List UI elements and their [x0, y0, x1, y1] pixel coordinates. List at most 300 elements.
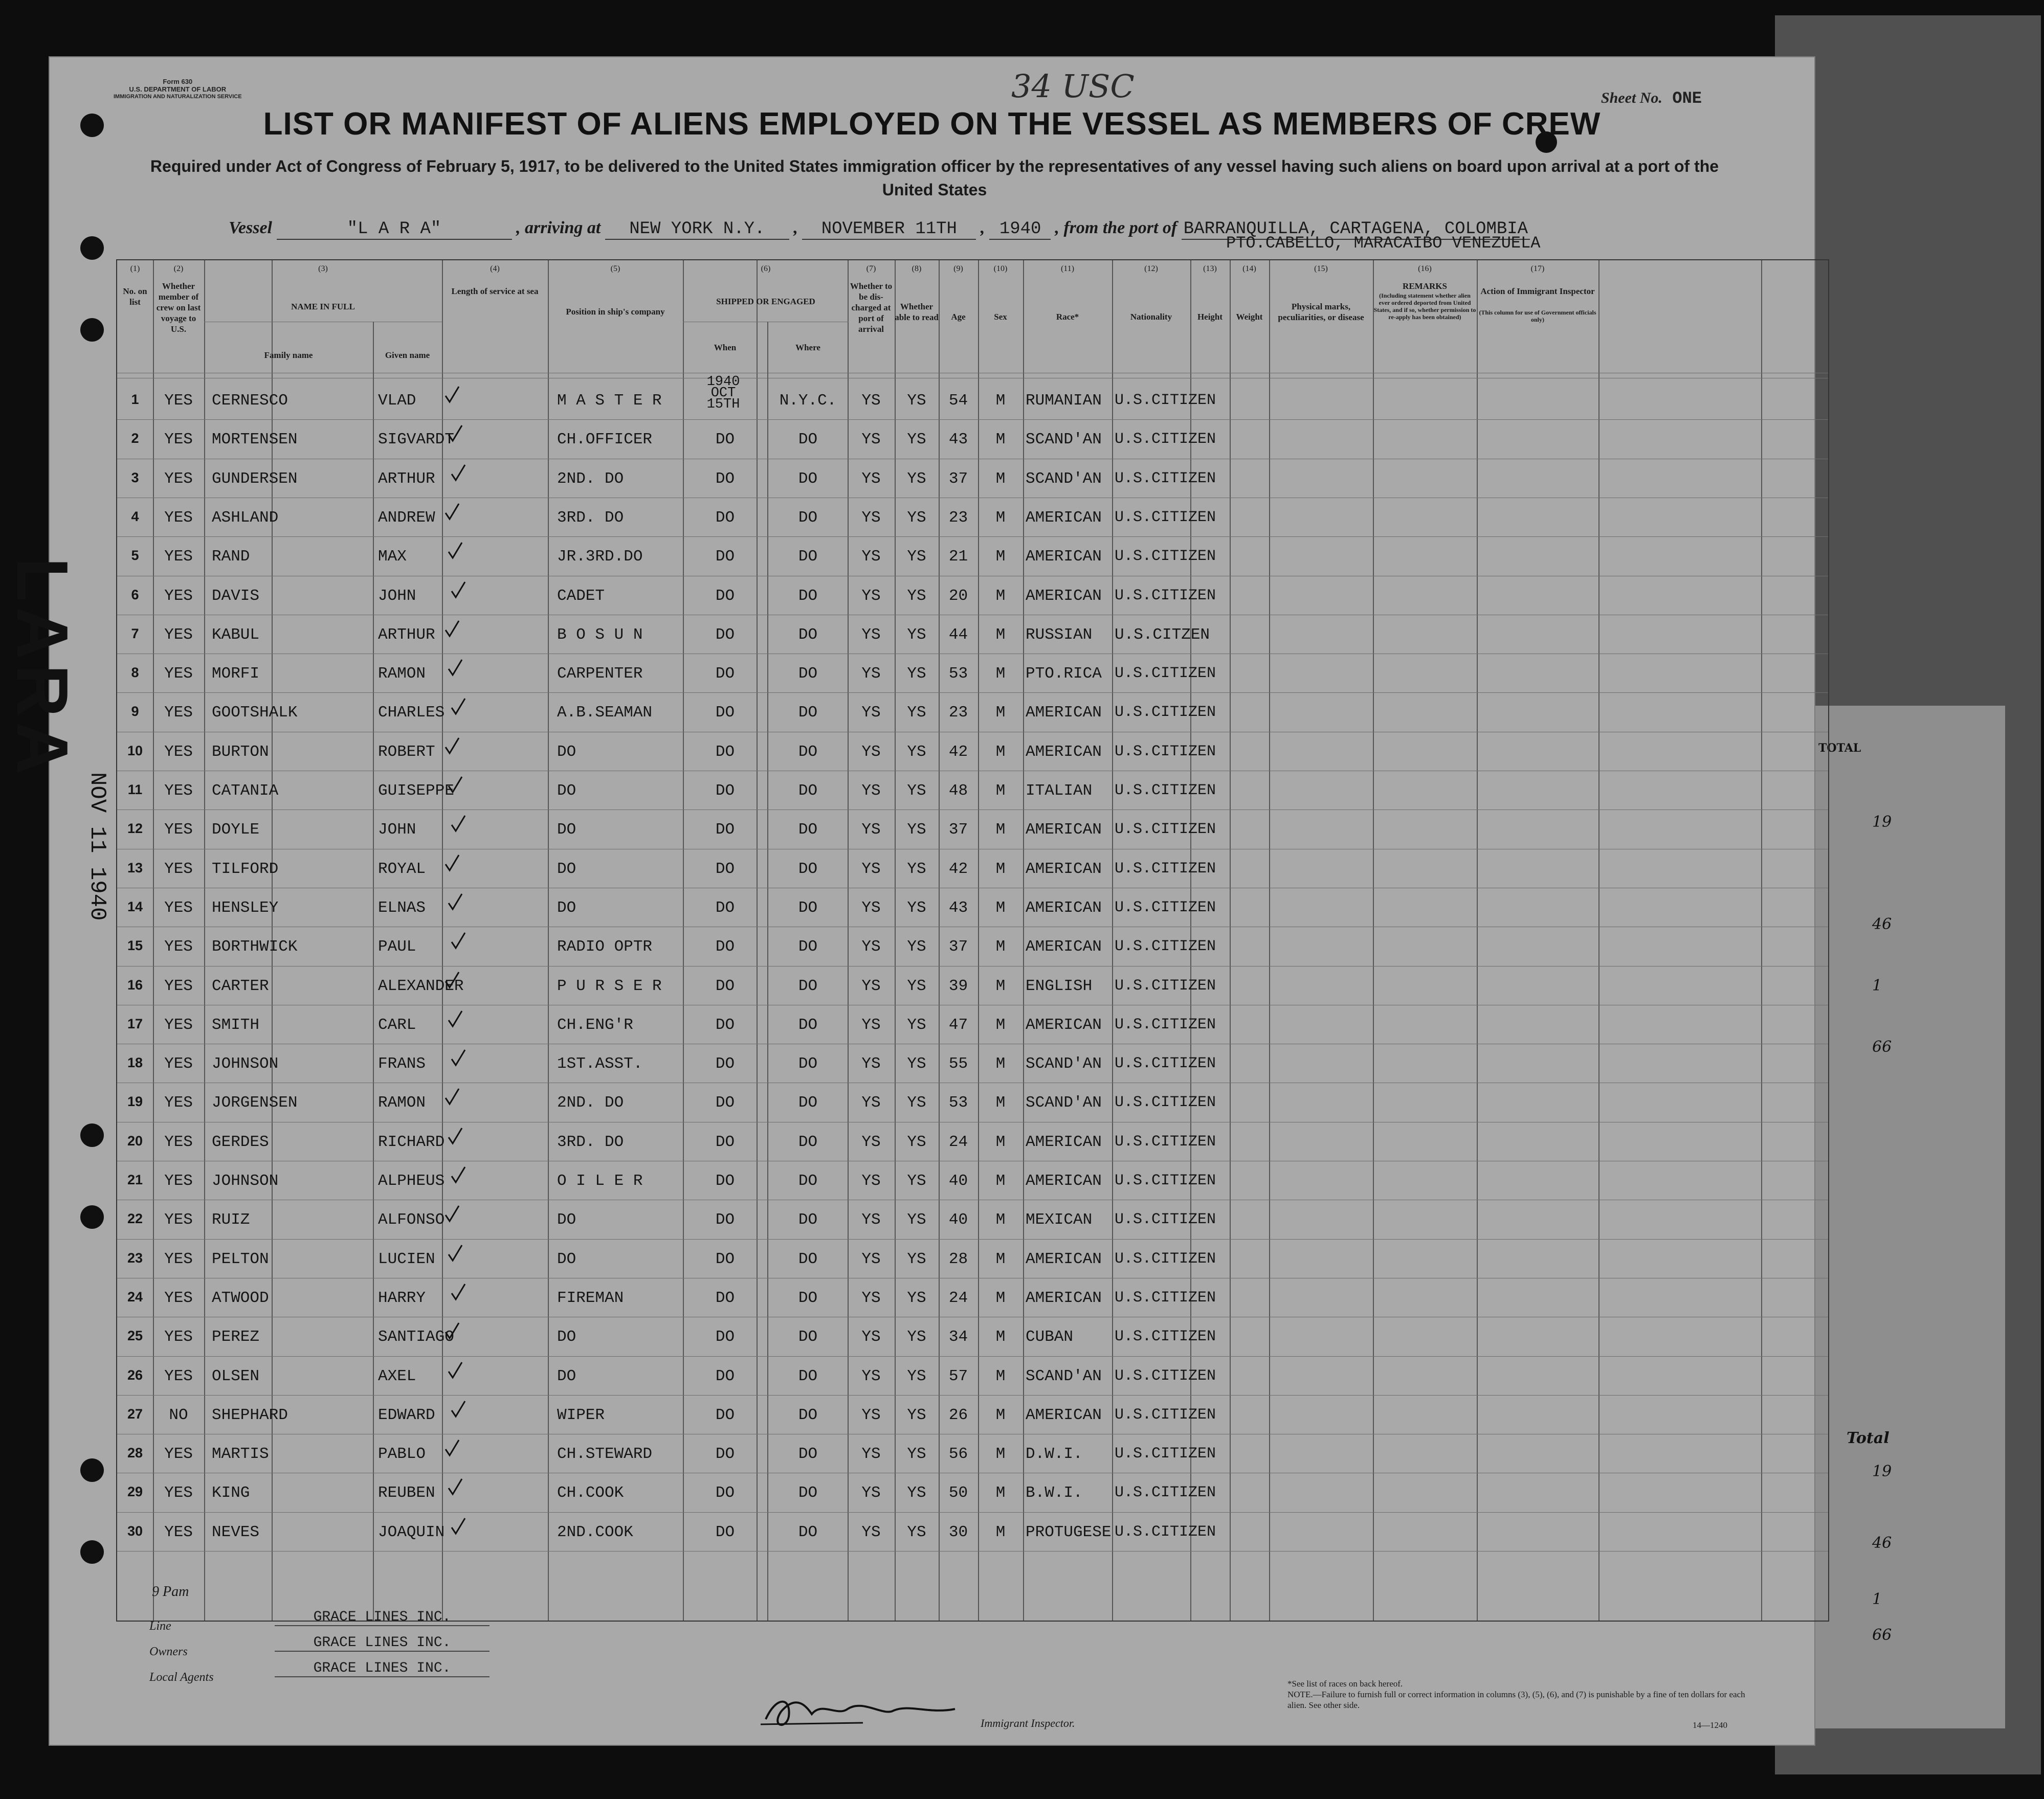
form-number: Form 630: [163, 78, 193, 85]
cell-able-to-read: YS: [907, 938, 926, 956]
vessel-label: Vessel: [229, 218, 272, 237]
table-row: [117, 1395, 1828, 1396]
table-row: [117, 536, 1828, 537]
cell-shipped-where: DO: [798, 782, 818, 800]
cell-member: YES: [164, 1445, 193, 1464]
cell-nationality: U.S.CITIZEN: [1115, 860, 1216, 878]
cell-no: 25: [127, 1328, 143, 1344]
cell-able-to-read: YS: [907, 704, 926, 722]
cell-no: 1: [131, 392, 139, 407]
cell-age: 44: [948, 625, 968, 644]
cell-family-name: MORFI: [212, 665, 260, 683]
cell-family-name: ASHLAND: [212, 508, 279, 527]
header-height: Height: [1197, 312, 1223, 322]
cell-given-name: AXEL: [378, 1367, 416, 1385]
sheet-label: Sheet No.: [1601, 89, 1662, 106]
cell-age: 56: [948, 1445, 968, 1464]
cell-sex: M: [995, 508, 1006, 527]
agents-value: GRACE LINES INC.: [275, 1660, 490, 1677]
cell-shipped-when: DO: [715, 1406, 735, 1424]
cell-given-name: ARTHUR: [378, 625, 435, 644]
cell-sex: M: [995, 898, 1006, 917]
check-mark-icon: [445, 971, 460, 990]
cell-sex: M: [995, 431, 1006, 449]
cell-shipped-when: DO: [715, 821, 735, 839]
cell-sex: M: [995, 1250, 1006, 1268]
cell-family-name: JORGENSEN: [212, 1094, 298, 1112]
cell-nationality: U.S.CITIZEN: [1115, 1133, 1216, 1151]
cell-shipped-where: DO: [798, 548, 818, 566]
cell-discharged: YS: [861, 782, 881, 800]
cell-family-name: CARTER: [212, 977, 269, 995]
cell-position: O I L E R: [557, 1172, 643, 1190]
column-divider: [1477, 260, 1478, 1621]
vessel-stamp: LARA: [2, 557, 83, 780]
header-no-on-list: No. on list: [123, 286, 147, 307]
cell-sex: M: [995, 977, 1006, 995]
header-family-name: Family name: [264, 350, 313, 360]
column-divider: [1761, 260, 1762, 1621]
cell-race: AMERICAN: [1026, 743, 1102, 761]
cell-race: AMERICAN: [1026, 1250, 1102, 1268]
cell-shipped-where: DO: [798, 625, 818, 644]
cell-race: MEXICAN: [1026, 1211, 1093, 1229]
cell-discharged: YS: [861, 938, 881, 956]
tally-1: 19: [1872, 813, 1892, 831]
cell-member: YES: [164, 1094, 193, 1112]
header-weight: Weight: [1236, 312, 1263, 322]
from-label: , from the port of: [1055, 218, 1177, 237]
cell-race: AMERICAN: [1026, 1406, 1102, 1424]
binder-hole: [80, 236, 104, 260]
cell-member: YES: [164, 821, 193, 839]
cell-shipped-where: DO: [798, 1484, 818, 1502]
check-mark-icon: [451, 581, 466, 599]
cell-shipped-where: DO: [798, 821, 818, 839]
cell-position: 2ND. DO: [557, 469, 624, 488]
cell-no: 26: [127, 1367, 143, 1383]
column-number: (15): [1314, 264, 1328, 273]
cell-family-name: KING: [212, 1484, 250, 1502]
cell-shipped-when: DO: [715, 1250, 735, 1268]
cell-nationality: U.S.CITZEN: [1115, 625, 1210, 644]
cell-race: SCAND'AN: [1026, 469, 1102, 488]
cell-race: RUSSIAN: [1026, 625, 1093, 644]
cell-nationality: U.S.CITIZEN: [1115, 508, 1216, 526]
cell-given-name: EDWARD: [378, 1406, 435, 1424]
cell-race: AMERICAN: [1026, 1133, 1102, 1151]
cell-sex: M: [995, 625, 1006, 644]
cell-race: AMERICAN: [1026, 1016, 1102, 1034]
cell-family-name: OLSEN: [212, 1367, 260, 1385]
cell-nationality: U.S.CITIZEN: [1115, 469, 1216, 487]
cell-age: 48: [948, 782, 968, 800]
cell-sex: M: [995, 782, 1006, 800]
cell-shipped-where: DO: [798, 431, 818, 449]
cell-family-name: CATANIA: [212, 782, 279, 800]
cell-race: AMERICAN: [1026, 508, 1102, 527]
cell-position: DO: [557, 743, 576, 761]
cell-shipped-where: DO: [798, 743, 818, 761]
inspector-signature: [761, 1691, 965, 1732]
header-discharged: Whether to be dis-charged at port of arrival: [850, 281, 893, 334]
cell-discharged: YS: [861, 1094, 881, 1112]
cell-member: YES: [164, 1328, 193, 1346]
races-note: *See list of races on back hereof.: [1287, 1679, 1403, 1689]
cell-race: D.W.I.: [1026, 1445, 1083, 1464]
cell-given-name: HARRY: [378, 1289, 426, 1307]
cell-age: 21: [948, 548, 968, 566]
penalty-note: NOTE.—Failure to furnish full or correct information in columns (3), (5), (6), and (7) is punishable by a fine of ten dollars for each alien. See other side.: [1287, 1690, 1745, 1710]
cell-able-to-read: YS: [907, 743, 926, 761]
cell-given-name: JOHN: [378, 587, 416, 605]
cell-no: 4: [131, 508, 139, 524]
cell-nationality: U.S.CITIZEN: [1115, 743, 1216, 760]
cell-age: 53: [948, 665, 968, 683]
vessel-name: "L A R A": [277, 219, 512, 240]
cell-member: YES: [164, 1016, 193, 1034]
cell-no: 27: [127, 1406, 143, 1422]
cell-nationality: U.S.CITIZEN: [1115, 1367, 1216, 1385]
column-divider: [1269, 260, 1270, 1621]
cell-race: AMERICAN: [1026, 821, 1102, 839]
cell-position: DO: [557, 782, 576, 800]
cell-family-name: GUNDERSEN: [212, 469, 298, 488]
cell-no: 10: [127, 743, 143, 758]
cell-discharged: YS: [861, 469, 881, 488]
cell-member: YES: [164, 1484, 193, 1502]
cell-member: YES: [164, 665, 193, 683]
cell-age: 53: [948, 1094, 968, 1112]
cell-sex: M: [995, 1289, 1006, 1307]
cell-shipped-when: DO: [715, 782, 735, 800]
check-mark-icon: [448, 1127, 463, 1145]
cell-able-to-read: YS: [907, 898, 926, 917]
cell-age: 39: [948, 977, 968, 995]
binder-hole: [80, 318, 104, 342]
cell-race: AMERICAN: [1026, 587, 1102, 605]
check-mark-icon: [445, 854, 460, 872]
cell-sex: M: [995, 821, 1006, 839]
cell-position: CADET: [557, 587, 605, 605]
cell-discharged: YS: [861, 1523, 881, 1541]
cell-discharged: YS: [861, 1445, 881, 1464]
cell-position: 2ND.COOK: [557, 1523, 633, 1541]
cell-no: 21: [127, 1172, 143, 1187]
cell-given-name: RAMON: [378, 1094, 426, 1112]
cell-sex: M: [995, 1172, 1006, 1190]
cell-age: 37: [948, 821, 968, 839]
cell-nationality: U.S.CITIZEN: [1115, 392, 1216, 409]
check-mark-icon: [451, 1400, 466, 1419]
cell-no: 11: [127, 782, 143, 797]
check-mark-icon: [445, 1322, 460, 1340]
cell-no: 8: [131, 665, 139, 681]
cell-discharged: YS: [861, 1367, 881, 1385]
cell-member: YES: [164, 469, 193, 488]
check-mark-icon: [448, 659, 463, 677]
check-mark-icon: [448, 776, 463, 794]
cell-shipped-where: DO: [798, 1367, 818, 1385]
cell-member: YES: [164, 625, 193, 644]
form-header: [114, 78, 242, 101]
cell-no: 16: [127, 977, 143, 993]
check-mark-icon: [451, 815, 466, 833]
cell-position: CARPENTER: [557, 665, 643, 683]
cell-shipped-where: DO: [798, 1094, 818, 1112]
cell-shipped-when: DO: [715, 1523, 735, 1541]
cell-position: DO: [557, 1211, 576, 1229]
binder-hole: [80, 1458, 104, 1482]
cell-position: DO: [557, 1328, 576, 1346]
total-3: 1: [1872, 1590, 1882, 1608]
cell-family-name: BURTON: [212, 743, 269, 761]
cell-family-name: JOHNSON: [212, 1055, 279, 1073]
binder-hole: [80, 1540, 104, 1564]
column-number: (5): [610, 264, 620, 273]
cell-shipped-where: DO: [798, 898, 818, 917]
cell-discharged: YS: [861, 1250, 881, 1268]
cell-shipped-when: DO: [715, 665, 735, 683]
cell-able-to-read: YS: [907, 860, 926, 878]
cell-given-name: CHARLES: [378, 704, 445, 722]
cell-able-to-read: YS: [907, 782, 926, 800]
cell-family-name: PEREZ: [212, 1328, 260, 1346]
check-mark-icon: [448, 424, 463, 443]
table-row: [117, 1356, 1828, 1357]
header-given-name: Given name: [385, 350, 430, 360]
check-mark-icon: [451, 698, 466, 716]
cell-shipped-when: DO: [715, 860, 735, 878]
cell-sex: M: [995, 1211, 1006, 1229]
total-2: 46: [1872, 1534, 1892, 1552]
voyage-line: Vessel "L A R A" , arriving at NEW YORK N.Y. , NOVEMBER 11TH , 1940 , from the port of BARRANQUILLA, CARTAGENA, COLOMBIA: [229, 218, 1530, 240]
cell-shipped-where: DO: [798, 1289, 818, 1307]
cell-given-name: VLAD: [378, 392, 416, 410]
cell-shipped-where: DO: [798, 1250, 818, 1268]
cell-race: AMERICAN: [1026, 1289, 1102, 1307]
inspector-label: Immigrant Inspector.: [981, 1717, 1075, 1729]
cell-shipped-where: DO: [798, 1328, 818, 1346]
cell-shipped-where: DO: [798, 587, 818, 605]
cell-position: DO: [557, 898, 576, 917]
cell-no: 7: [131, 625, 139, 641]
cell-position: CH.ENG'R: [557, 1016, 633, 1034]
cell-given-name: FRANS: [378, 1055, 426, 1073]
header-remarks: REMARKS: [1403, 281, 1447, 291]
cell-sex: M: [995, 1523, 1006, 1541]
cell-able-to-read: YS: [907, 1484, 926, 1502]
cell-position: JR.3RD.DO: [557, 548, 643, 566]
cell-nationality: U.S.CITIZEN: [1115, 898, 1216, 916]
cell-discharged: YS: [861, 392, 881, 410]
cell-nationality: U.S.CITIZEN: [1115, 431, 1216, 448]
arrival-port: NEW YORK N.Y.: [605, 219, 789, 240]
cell-discharged: YS: [861, 977, 881, 995]
cell-member: YES: [164, 782, 193, 800]
cell-shipped-where: DO: [798, 860, 818, 878]
cell-position: WIPER: [557, 1406, 605, 1424]
cell-no: 22: [127, 1211, 143, 1227]
cell-member: YES: [164, 1133, 193, 1151]
cell-able-to-read: YS: [907, 1250, 926, 1268]
cell-family-name: BORTHWICK: [212, 938, 298, 956]
cell-shipped-when: DO: [715, 743, 735, 761]
total-1: 19: [1872, 1463, 1892, 1480]
cell-able-to-read: YS: [907, 1523, 926, 1541]
cell-age: 57: [948, 1367, 968, 1385]
check-mark-icon: [448, 1244, 463, 1263]
table-row: [117, 692, 1828, 693]
cell-shipped-when: DO: [715, 898, 735, 917]
cell-given-name: GUISEPPE: [378, 782, 454, 800]
cell-no: 12: [127, 821, 143, 837]
owners-label: Owners: [149, 1645, 188, 1658]
cell-shipped-when: DO: [715, 704, 735, 722]
cell-discharged: YS: [861, 898, 881, 917]
cell-family-name: SHEPHARD: [212, 1406, 288, 1424]
column-number: (11): [1060, 264, 1075, 273]
cell-shipped-where: DO: [798, 1445, 818, 1464]
cell-family-name: NEVES: [212, 1523, 260, 1541]
cell-shipped-when: DO: [715, 508, 735, 527]
cell-no: 6: [131, 587, 139, 602]
cell-shipped-when: DO: [715, 548, 735, 566]
sheet-number: [1601, 89, 1702, 108]
cell-given-name: SANTIAGO: [378, 1328, 454, 1346]
header-position: Position in ship's company: [566, 307, 665, 317]
cell-member: YES: [164, 704, 193, 722]
cell-family-name: SMITH: [212, 1016, 260, 1034]
cell-race: SCAND'AN: [1026, 1367, 1102, 1385]
page-subtitle: Required under Act of Congress of February 5, 1917, to be delivered to the United States immigration officer by the representatives of any vessel having such aliens on board upon arrival at a port of the United States: [150, 157, 1719, 199]
cell-shipped-when: DO: [715, 1172, 735, 1190]
cell-position: P U R S E R: [557, 977, 662, 995]
cell-able-to-read: YS: [907, 1133, 926, 1151]
cell-sex: M: [995, 1484, 1006, 1502]
cell-sex: M: [995, 704, 1006, 722]
column-divider: [1373, 260, 1374, 1621]
cell-sex: M: [995, 1367, 1006, 1385]
cell-given-name: JOHN: [378, 821, 416, 839]
cell-able-to-read: YS: [907, 1094, 926, 1112]
cell-sex: M: [995, 548, 1006, 566]
binder-hole: [80, 1123, 104, 1147]
departure-ports: BARRANQUILLA, CARTAGENA, COLOMBIA: [1182, 219, 1530, 240]
cell-nationality: U.S.CITIZEN: [1115, 1094, 1216, 1112]
cell-age: 24: [948, 1133, 968, 1151]
cell-family-name: DOYLE: [212, 821, 260, 839]
arrival-year: 1940: [989, 219, 1051, 240]
cell-nationality: U.S.CITIZEN: [1115, 821, 1216, 839]
cell-sex: M: [995, 1094, 1006, 1112]
cell-given-name: JOAQUIN: [378, 1523, 445, 1541]
cell-age: 34: [948, 1328, 968, 1346]
cell-nationality: U.S.CITIZEN: [1115, 587, 1216, 604]
cell-nationality: U.S.CITIZEN: [1115, 782, 1216, 799]
check-mark-icon: [445, 1439, 460, 1457]
cell-able-to-read: YS: [907, 431, 926, 449]
check-mark-icon: [448, 542, 463, 560]
cell-sex: M: [995, 743, 1006, 761]
cell-member: YES: [164, 1523, 193, 1541]
cell-able-to-read: YS: [907, 665, 926, 683]
cell-able-to-read: YS: [907, 1328, 926, 1346]
cell-family-name: TILFORD: [212, 860, 279, 878]
cell-race: CUBAN: [1026, 1328, 1074, 1346]
table-row: [117, 809, 1828, 810]
cell-nationality: U.S.CITIZEN: [1115, 704, 1216, 722]
cell-able-to-read: YS: [907, 977, 926, 995]
form-code: 14—1240: [1693, 1720, 1727, 1730]
cell-nationality: U.S.CITIZEN: [1115, 1289, 1216, 1307]
cell-no: 24: [127, 1289, 143, 1305]
cell-nationality: U.S.CITIZEN: [1115, 1445, 1216, 1463]
cell-no: 14: [127, 898, 143, 914]
owners-value: GRACE LINES INC.: [275, 1635, 490, 1652]
cell-discharged: YS: [861, 704, 881, 722]
cell-race: SCAND'AN: [1026, 431, 1102, 449]
cell-no: 30: [127, 1523, 143, 1539]
check-mark-icon: [451, 1049, 466, 1067]
cell-discharged: YS: [861, 743, 881, 761]
table-row: [117, 1239, 1828, 1240]
underlying-page-edge: [1811, 706, 2005, 1728]
cell-sex: M: [995, 587, 1006, 605]
header-action-sub: (This column for use of Government officials only): [1479, 309, 1596, 323]
cell-position: 1ST.ASST.: [557, 1055, 643, 1073]
cell-race: AMERICAN: [1026, 860, 1102, 878]
cell-member: YES: [164, 1211, 193, 1229]
header-nationality: Nationality: [1130, 312, 1172, 322]
column-number: (17): [1530, 264, 1545, 273]
cell-member: YES: [164, 1055, 193, 1073]
cell-age: 54: [948, 392, 968, 410]
cell-able-to-read: YS: [907, 1211, 926, 1229]
cell-nationality: U.S.CITIZEN: [1115, 665, 1216, 683]
cell-race: AMERICAN: [1026, 548, 1102, 566]
cell-sex: M: [995, 1328, 1006, 1346]
department: U.S. DEPARTMENT OF LABOR: [129, 85, 227, 93]
cell-family-name: KABUL: [212, 625, 260, 644]
line-label: Line: [149, 1620, 171, 1633]
cell-able-to-read: YS: [907, 508, 926, 527]
cell-nationality: U.S.CITIZEN: [1115, 548, 1216, 566]
cell-able-to-read: YS: [907, 548, 926, 566]
check-mark-icon: [445, 620, 460, 638]
tally-top-right: TOTAL: [1818, 741, 1861, 755]
cell-age: 55: [948, 1055, 968, 1073]
cell-race: ITALIAN: [1026, 782, 1093, 800]
cell-position: CH.OFFICER: [557, 431, 653, 449]
check-mark-icon: [445, 503, 460, 521]
cell-family-name: GERDES: [212, 1133, 269, 1151]
header-race: Race*: [1056, 312, 1079, 322]
cell-age: 43: [948, 898, 968, 917]
cell-no: 18: [127, 1055, 143, 1071]
cell-sex: M: [995, 938, 1006, 956]
cell-family-name: ATWOOD: [212, 1289, 269, 1307]
check-mark-icon: [451, 932, 466, 950]
tally-3: 1: [1872, 977, 1882, 995]
cell-age: 26: [948, 1406, 968, 1424]
binder-hole: [80, 1205, 104, 1229]
cell-age: 42: [948, 743, 968, 761]
cell-family-name: RUIZ: [212, 1211, 250, 1229]
column-number: (6): [761, 264, 771, 273]
header-where: Where: [795, 343, 820, 352]
service: IMMIGRATION AND NATURALIZATION SERVICE: [114, 94, 242, 100]
